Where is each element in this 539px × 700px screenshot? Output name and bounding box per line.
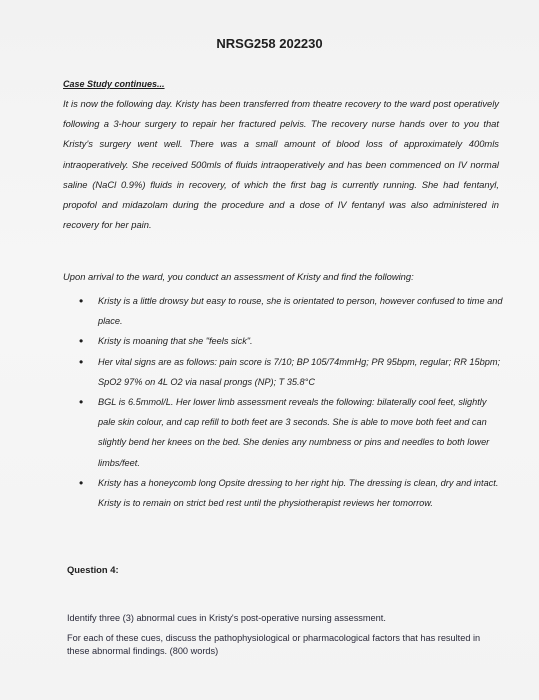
case-paragraph-1: It is now the following day. Kristy has been transferred from theatre recovery to the ward post operatively following a 3-hour surgery to repair her fractured pelvis. The recovery nurse hands over to you that Kristy's surgery went well. There was a small amount of blood loss of approximately 400mls intraoperatively. She received 500mls of fluids intraoperatively and has been commenced on IV normal saline (NaCl 0.9%) fluids in recovery, of which the first bag is currently running. She had fentanyl, propofol and midazolam during the procedure and a dose of IV fentanyl was also administered in recovery for her pain. [63,98,499,231]
finding-item-nausea: • Kristy is moaning that she "feels sick". [75,331,503,351]
case-study-title: Case Study continues... [63,79,165,89]
question-line-2: For each of these cues, discuss the pathophysiological or pharmacological factors that has resulted in these abnormal findings. (800 words) [67,633,481,656]
document-header: NRSG258 202230 [216,36,323,51]
finding-item-dressing: • Kristy has a honeycomb long Opsite dressing to her right hip. The dressing is clean, dry and intact. Kristy is to remain on strict bed rest until the physiotherapist reviews her tomorrow. [75,473,503,513]
assessment-findings-list [75,291,503,513]
finding-item-orientation: • Kristy is a little drowsy but easy to rouse, she is orientated to person, however confused to time and place. [75,291,503,331]
case-paragraph-2: Upon arrival to the ward, you conduct an assessment of Kristy and find the following: [63,271,414,282]
finding-item-vital-signs: • Her vital signs are as follows: pain score is 7/10; BP 105/74mmHg; PR 95bpm, regular; RR 15bpm; SpO2 97% on 4L O2 via nasal prongs (NP); T 35.8°C [75,352,503,392]
finding-item-lower-limb: • BGL is 6.5mmol/L. Her lower limb assessment reveals the following: bilaterally cool feet, slightly pale skin colour, and cap refill to both feet are 3 seconds. She is able to move both feet and can slightly bend her knees on the bed. She denies any numbness or pins and needles to both lower limbs/feet. [75,392,503,473]
question-label: Question 4: [67,564,119,575]
question-line-1: Identify three (3) abnormal cues in Kristy's post-operative nursing assessment. [67,613,386,623]
